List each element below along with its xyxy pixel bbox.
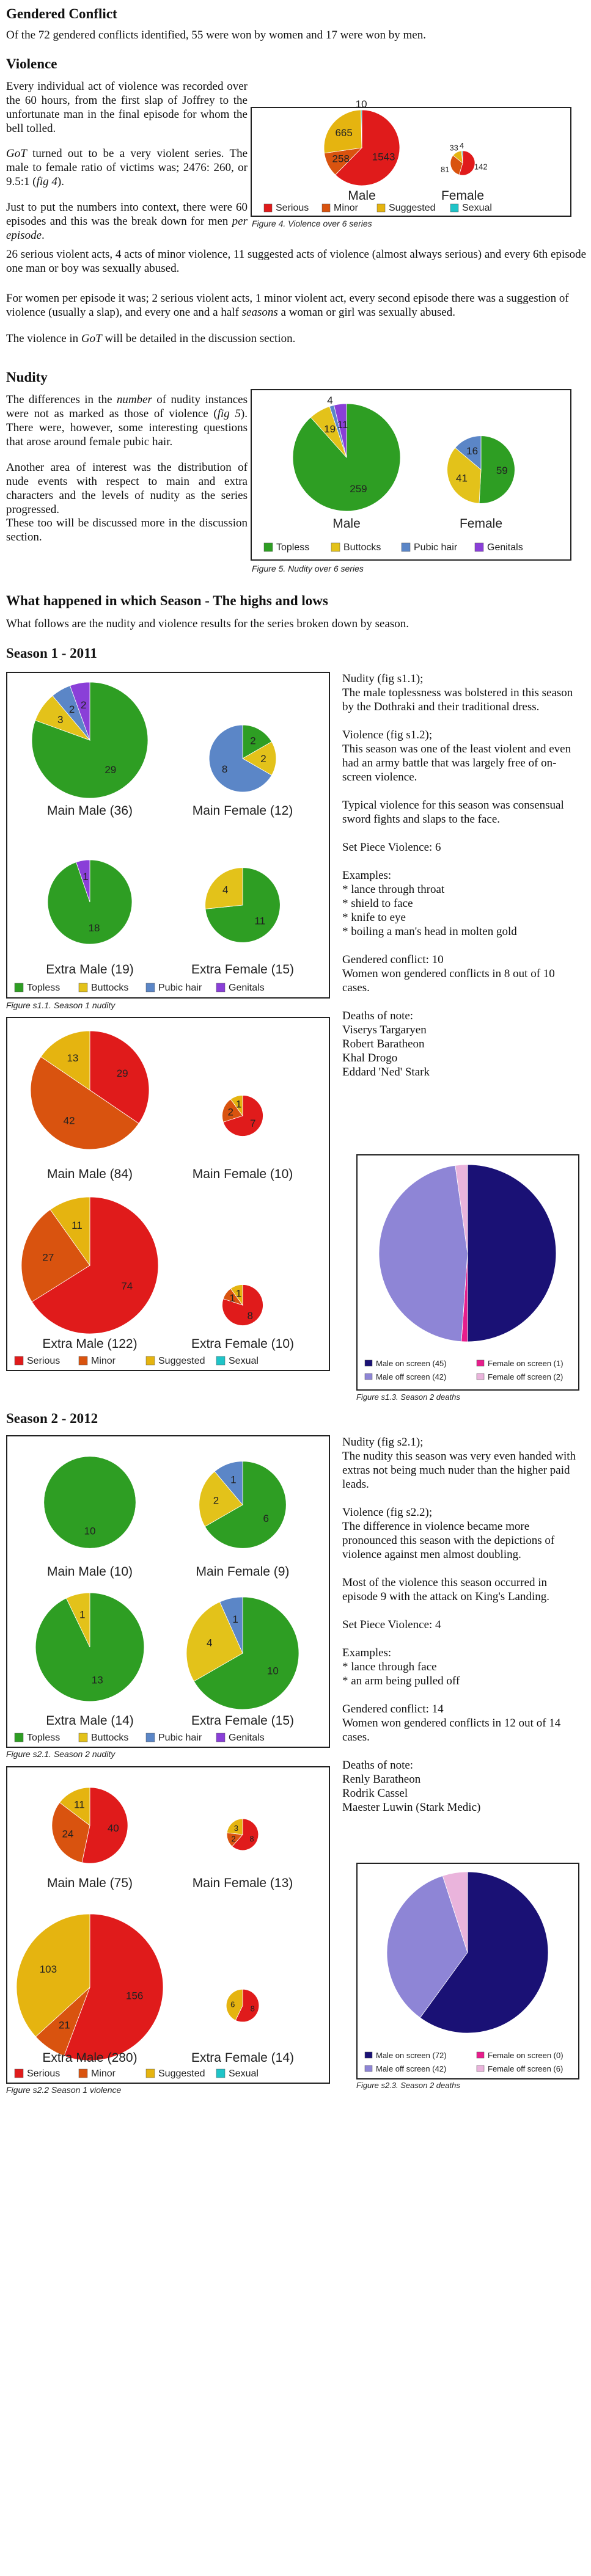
note-line: Most of the violence this season occurred in episode 9 with the attack on King's Landing. [342, 1576, 550, 1603]
legend-swatch [477, 2065, 484, 2072]
gendered-conflict-text: Of the 72 gendered conflicts identified, 55 were won by women and 17 were won by men. [6, 29, 426, 42]
value-label: 18 [88, 922, 100, 934]
note-line: Khal Drogo [342, 1052, 398, 1064]
per-episode-emphasis: per episode [6, 215, 248, 242]
legend-label: Pubic hair [158, 1733, 202, 1743]
legend-label: Topless [276, 542, 310, 553]
note-line: Renly Baratheon [342, 1773, 421, 1786]
legend-swatch [146, 1733, 155, 1742]
pie-title: Extra Female (15) [191, 1714, 295, 1728]
season-breakdown-heading: What happened in which Season - The highs and lows [6, 593, 328, 608]
season2-heading: Season 2 - 2012 [6, 1411, 98, 1426]
pie-title: Extra Female (10) [191, 1337, 295, 1351]
legend-label: Female on screen (1) [488, 1359, 563, 1368]
value-label: 665 [335, 127, 353, 139]
legend-label: Buttocks [91, 1733, 129, 1743]
violence-p3-text: Just to put the numbers into context, there were 60 episodes and this was the break down for men [6, 201, 248, 228]
note-spacer [342, 784, 584, 798]
note-spacer [342, 714, 584, 728]
note-line: Set Piece Violence: 6 [342, 841, 441, 854]
legend-swatch [146, 1356, 155, 1365]
value-label: 10 [84, 1525, 96, 1537]
pie-title: Main Female (10) [192, 1167, 293, 1181]
value-label: 2 [260, 753, 266, 765]
violence-paragraph-2 [6, 147, 248, 189]
note-line: Rodrik Cassel [342, 1787, 408, 1800]
pie-title: Main Female (13) [192, 1876, 293, 1890]
value-label: 13 [91, 1674, 103, 1686]
legend-label: Suggested [158, 2068, 205, 2079]
pie-title: Female [459, 517, 503, 531]
figs2-3-caption: Figure s2.3. Season 2 deaths [356, 2081, 460, 2090]
figs2-2-chart-box [6, 1766, 330, 2084]
note-line: Deaths of note: [342, 1010, 414, 1022]
note-line: The male toplessness was bolstered in this season by the Dothraki and their traditional dress. [342, 686, 573, 713]
legend-label: Pubic hair [158, 983, 202, 993]
violence-paragraph-1: Every individual act of violence was recorded over the 60 hours, from the first slap of Joffrey to the unfortunate man in the final episode for whom the bell tolled. [6, 80, 248, 135]
note-line: * boiling a man's head in molten gold [342, 925, 517, 938]
note-line: Violence (fig s1.2); [342, 729, 433, 741]
value-label: 6 [263, 1513, 269, 1525]
fig4-reference: fig 4 [36, 175, 57, 188]
note-line: Women won gendered conflicts in 8 out of 10 cases. [342, 967, 555, 994]
legend-swatch [365, 1374, 372, 1380]
nudity-p1-text-c: of nudity instances were not as marked as those of violence ( [6, 393, 248, 420]
legend-swatch [146, 983, 155, 992]
figs1-1-nudity-chart [7, 673, 329, 997]
value-label: 11 [254, 915, 266, 927]
value-label: 103 [39, 1963, 57, 1975]
nudity-paragraph-2: Another area of interest was the distribution of nude events with respect to main and extra characters and the levels of nudity as the series progressed. [6, 461, 248, 516]
note-spacer [342, 939, 584, 953]
legend-label: Genitals [229, 1733, 265, 1743]
note-line: * lance through face [342, 1661, 437, 1673]
value-label: 8 [247, 1309, 253, 1322]
violence-paragraph-4: 26 serious violent acts, 4 acts of minor violence, 11 suggested acts of violence (almost always serious) and every 6th episode one man or boy was sexually abused. [6, 248, 587, 275]
note-line: Deaths of note: [342, 1759, 414, 1772]
value-label: 3 [57, 714, 64, 726]
pie-slice [468, 1165, 556, 1342]
legend-label: Pubic hair [414, 542, 458, 553]
note-line: Women won gendered conflicts in 12 out of 14 cases. [342, 1717, 561, 1744]
value-label: 2 [250, 735, 256, 747]
note-spacer [342, 1491, 584, 1505]
pie-title: Extra Male (14) [46, 1714, 134, 1728]
value-label: 59 [496, 464, 508, 476]
note-line: Violence (fig s2.2); [342, 1506, 433, 1519]
legend-label: Male off screen (42) [376, 1372, 447, 1381]
season-breakdown-text: What follows are the nudity and violence results for the series broken down by season. [6, 617, 409, 630]
value-label: 142 [474, 162, 488, 172]
nudity-paragraph-1 [6, 393, 248, 449]
value-label: 8 [221, 763, 228, 776]
violence-p6-end: will be detailed in the discussion section. [101, 332, 296, 345]
legend-swatch [216, 983, 225, 992]
legend-swatch [216, 2069, 225, 2078]
pie-title: Main Female (12) [192, 804, 293, 818]
legend-label: Suggested [389, 203, 436, 213]
pie-title: Male [332, 517, 361, 531]
number-emphasis: number [116, 393, 152, 406]
note-line: Nudity (fig s1.1); [342, 672, 424, 685]
note-spacer [342, 1744, 584, 1758]
figs1-1-chart-box [6, 672, 330, 999]
pie-title: Extra Male (19) [46, 962, 134, 977]
value-label: 13 [67, 1052, 79, 1064]
value-label: 11 [74, 1799, 85, 1811]
pie-title: Extra Male (122) [42, 1337, 138, 1351]
legend-swatch [264, 543, 273, 551]
legend-label: Minor [91, 2068, 116, 2079]
note-line: Viserys Targaryen [342, 1024, 427, 1036]
figs1-3-deaths-chart [358, 1155, 578, 1389]
legend-label: Serious [27, 2068, 61, 2079]
seasons-emphasis: seasons [241, 306, 278, 319]
violence-paragraph-3 [6, 200, 248, 242]
legend-label: Genitals [487, 542, 523, 553]
value-label: 4 [207, 1637, 213, 1649]
fig4-caption: Figure 4. Violence over 6 series [252, 219, 372, 228]
season1-heading: Season 1 - 2011 [6, 646, 97, 661]
note-line: The nudity this season was very even handed with extras not being much nuder than the higher paid leads. [342, 1450, 576, 1491]
legend-swatch [15, 1733, 23, 1742]
violence-p5-end: a woman or girl was sexually abused. [277, 306, 455, 319]
legend-label: Male on screen (72) [376, 2051, 447, 2060]
note-spacer [342, 1632, 584, 1646]
note-line: Eddard 'Ned' Stark [342, 1066, 430, 1079]
legend-swatch [477, 2052, 484, 2058]
legend-swatch [79, 2069, 87, 2078]
violence-heading: Violence [6, 56, 57, 71]
legend-swatch [365, 2065, 372, 2072]
violence-paragraph-5 [6, 291, 587, 319]
note-spacer [342, 1688, 584, 1702]
value-label: 8 [250, 2004, 255, 2014]
violence-p3-end: . [42, 229, 45, 242]
note-spacer [342, 1604, 584, 1618]
value-label: 10 [266, 1665, 279, 1677]
legend-swatch [79, 1356, 87, 1365]
legend-label: Female on screen (0) [488, 2051, 563, 2060]
value-label: 259 [350, 482, 367, 495]
legend-swatch [477, 1360, 484, 1366]
value-label: 21 [58, 2019, 70, 2031]
pie-title: Main Male (84) [46, 1167, 133, 1181]
legend-swatch [322, 204, 330, 212]
pie-title: Main Male (36) [46, 804, 133, 818]
legend-swatch [377, 204, 385, 212]
pie-title: Main Female (9) [196, 1565, 290, 1579]
legend-label: Suggested [158, 1356, 205, 1366]
legend-label: Male off screen (42) [376, 2064, 447, 2073]
value-label: 258 [332, 153, 350, 165]
legend-label: Female off screen (6) [488, 2064, 563, 2073]
value-label: 1 [230, 1474, 237, 1486]
value-label: 4 [327, 394, 333, 406]
note-spacer [342, 854, 584, 868]
legend-swatch [450, 204, 458, 212]
nudity-heading: Nudity [6, 369, 48, 385]
legend-label: Sexual [462, 203, 492, 213]
value-label: 11 [72, 1219, 83, 1231]
nudity-p1-text-e: ). There were, however, some interesting questions that arose around female pubic hair. [6, 407, 248, 448]
pie-title: Main Male (75) [46, 1876, 133, 1890]
figs1-3-chart-box [356, 1154, 579, 1391]
note-line: Maester Luwin (Stark Medic) [342, 1801, 481, 1814]
legend-swatch [79, 983, 87, 992]
violence-p5-text: For women per episode it was; 2 serious violent acts, 1 minor violent act, every second episode there was a suggestion of violence (usually a slap), and every one and a half [6, 292, 569, 319]
value-label: 1 [229, 1292, 235, 1304]
figs2-3-chart-box [356, 1863, 579, 2079]
legend-label: Minor [334, 203, 359, 213]
note-line: Nudity (fig s2.1); [342, 1436, 424, 1449]
note-line: Typical violence for this season was consensual sword fights and slaps to the face. [342, 799, 564, 826]
note-line: This season was one of the least violent and even had an army battle that was largely free of on-screen violence. [342, 743, 571, 784]
figs1-2-violence-chart [7, 1018, 329, 1370]
fig5-nudity-chart [252, 390, 570, 559]
value-label: 7 [250, 1118, 256, 1130]
figs2-1-chart-box [6, 1435, 330, 1748]
gendered-conflict-heading: Gendered Conflict [6, 6, 117, 21]
fig4-chart-box [251, 98, 571, 217]
note-line: Robert Baratheon [342, 1038, 425, 1050]
note-spacer [342, 826, 584, 840]
value-label: 3 [233, 1824, 238, 1833]
violence-paragraph-6 [6, 332, 587, 346]
value-label: 6 [230, 1999, 235, 2009]
value-label: 29 [105, 764, 117, 776]
value-label: 156 [126, 1990, 144, 2002]
legend-swatch [331, 543, 340, 551]
note-line: Set Piece Violence: 4 [342, 1618, 441, 1631]
legend-swatch [216, 1733, 225, 1742]
season2-notes [342, 1435, 584, 1814]
value-label: 11 [337, 418, 348, 431]
figs1-2-chart-box [6, 1017, 330, 1371]
value-label: 4 [459, 140, 464, 150]
legend-label: Male on screen (45) [376, 1359, 447, 1368]
figs2-1-nudity-chart [7, 1436, 329, 1747]
pie-title: Main Male (10) [46, 1565, 133, 1579]
value-label: 42 [63, 1115, 75, 1127]
violence-p6-text: The violence in [6, 332, 81, 345]
value-label: 1 [79, 1609, 86, 1621]
legend-swatch [475, 543, 483, 551]
note-spacer [342, 1562, 584, 1576]
fig5-caption: Figure 5. Nudity over 6 series [252, 564, 364, 573]
got-emphasis-2: GoT [81, 332, 102, 345]
legend-swatch [15, 1356, 23, 1365]
note-line: Gendered conflict: 10 [342, 953, 444, 966]
legend-swatch [146, 2069, 155, 2078]
value-label: 81 [441, 164, 450, 174]
value-label: 2 [227, 1106, 234, 1118]
legend-swatch [15, 983, 23, 992]
value-label: 19 [324, 423, 336, 435]
value-label: 29 [116, 1067, 128, 1079]
pie-title: Extra Female (15) [191, 962, 295, 977]
legend-label: Topless [27, 983, 61, 993]
legend-label: Buttocks [91, 983, 129, 993]
figs2-2-violence-chart [7, 1767, 329, 2083]
legend-swatch [402, 543, 410, 551]
value-label: 1543 [372, 151, 395, 163]
got-emphasis: GoT [6, 147, 27, 160]
value-label: 1 [235, 1098, 242, 1110]
legend-label: Buttocks [343, 542, 381, 553]
nudity-p1-text-a: The differences in the [6, 393, 117, 406]
pie-title: Female [441, 189, 485, 203]
value-label: 40 [107, 1822, 119, 1835]
fig5-reference: fig 5 [217, 407, 241, 420]
note-line: Gendered conflict: 14 [342, 1703, 444, 1716]
note-line: * knife to eye [342, 911, 406, 924]
legend-label: Minor [91, 1356, 116, 1366]
value-label: 41 [456, 472, 468, 484]
figs1-1-caption: Figure s1.1. Season 1 nudity [6, 1000, 116, 1010]
legend-swatch [79, 1733, 87, 1742]
nudity-paragraph-3: These too will be discussed more in the discussion section. [6, 517, 248, 544]
pie-title: Extra Male (280) [42, 2051, 138, 2065]
season1-notes [342, 672, 584, 1079]
value-label: 2 [81, 699, 87, 711]
fig5-chart-box [251, 389, 571, 561]
note-spacer [342, 995, 584, 1009]
value-label: 16 [466, 445, 479, 457]
legend-label: Female off screen (2) [488, 1372, 563, 1381]
legend-swatch [477, 1374, 484, 1380]
legend-swatch [264, 204, 272, 212]
figs1-3-caption: Figure s1.3. Season 2 deaths [356, 1392, 460, 1402]
value-label: 24 [62, 1828, 74, 1840]
note-line: Examples: [342, 1646, 392, 1659]
pie-title: Extra Female (14) [191, 2051, 295, 2065]
note-line: Examples: [342, 869, 392, 882]
value-label: 10 [355, 98, 367, 111]
violence-p2-text: turned out to be a very violent series. The male to female ratio of victims was; 2476: 260, or 9.5:1 ( [6, 147, 248, 188]
value-label: 1 [83, 870, 89, 882]
legend-label: Topless [27, 1733, 61, 1743]
legend-label: Sexual [229, 1356, 259, 1366]
value-label: 27 [42, 1251, 54, 1264]
note-line: The difference in violence became more pronounced this season with the depictions of violence against men almost doubling. [342, 1520, 555, 1561]
value-label: 4 [222, 884, 229, 896]
value-label: 2 [68, 703, 75, 715]
legend-label: Genitals [229, 983, 265, 993]
legend-label: Serious [27, 1356, 61, 1366]
note-line: * lance through throat [342, 883, 445, 896]
pie-title: Male [348, 189, 376, 203]
fig4-violence-chart [252, 98, 570, 216]
legend-swatch [216, 1356, 225, 1365]
pie-slice [379, 1165, 468, 1341]
value-label: 8 [249, 1834, 254, 1844]
note-line: * shield to face [342, 897, 413, 910]
value-label: 33 [449, 143, 458, 153]
value-label: 2 [231, 1834, 236, 1844]
legend-label: Sexual [229, 2068, 259, 2079]
legend-swatch [365, 2052, 372, 2058]
violence-p2-end: ). [57, 175, 64, 188]
figs2-2-caption: Figure s2.2 Season 1 violence [6, 2085, 122, 2095]
value-label: 2 [213, 1494, 219, 1507]
note-line: * an arm being pulled off [342, 1675, 460, 1687]
legend-swatch [365, 1360, 372, 1366]
figs2-1-caption: Figure s2.1. Season 2 nudity [6, 1749, 116, 1759]
legend-swatch [15, 2069, 23, 2078]
legend-label: Serious [276, 203, 309, 213]
value-label: 1 [235, 1287, 242, 1300]
value-label: 74 [121, 1280, 133, 1292]
figs2-3-deaths-chart [358, 1864, 578, 2078]
value-label: 1 [232, 1614, 238, 1626]
